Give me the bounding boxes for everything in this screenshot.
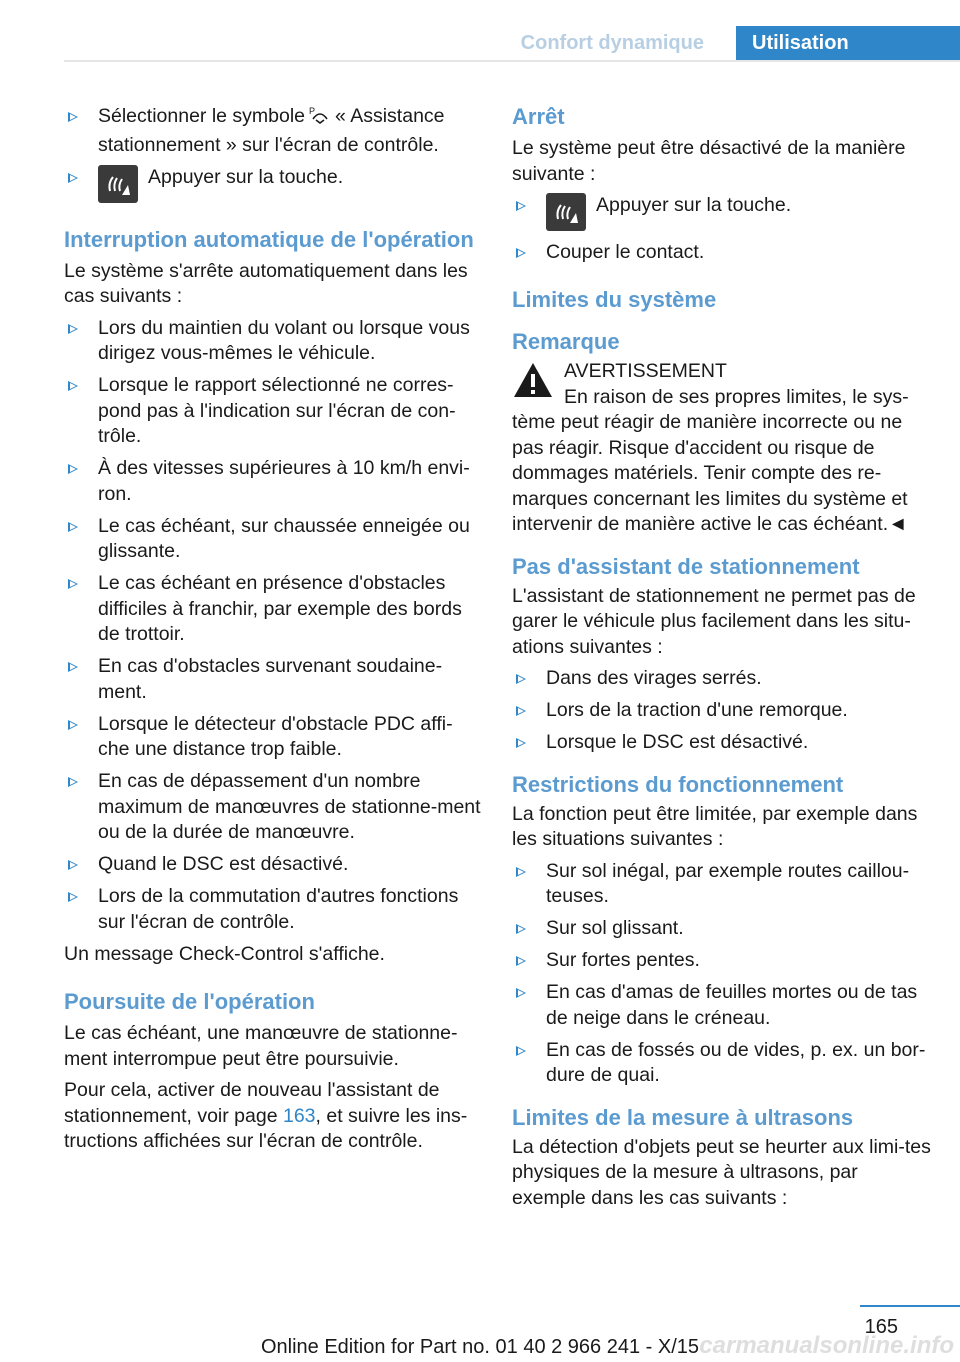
bullet-triangle-icon bbox=[516, 248, 526, 258]
list-item: Sur sol inégal, par exemple routes caillou‐teuses. bbox=[512, 859, 932, 910]
section-heading: Limites du système bbox=[512, 287, 717, 312]
list-item: Lorsque le détecteur d'obstacle PDC affi‐che une distance trop faible. bbox=[64, 712, 482, 763]
bullet-triangle-icon bbox=[68, 579, 78, 589]
page-link[interactable]: 163 bbox=[282, 1104, 316, 1127]
section-heading: Interruption automatique de l'opération bbox=[64, 226, 474, 252]
list-item: Dans des virages serrés. bbox=[512, 666, 932, 692]
paragraph: Un message Check-Control s'affiche. bbox=[64, 942, 385, 965]
list-item: Lors de la traction d'une remorque. bbox=[512, 698, 932, 724]
section-heading: Arrêt bbox=[512, 104, 565, 129]
header-rule bbox=[64, 60, 960, 62]
list-item: Sur fortes pentes. bbox=[512, 948, 932, 974]
paragraph: La détection d'objets peut se heurter aux limi‐tes physiques de la mesure à ultrasons, par exemple dans les cas suivants : bbox=[512, 1135, 931, 1209]
svg-text:P: P bbox=[309, 106, 316, 116]
edition-text: Online Edition for Part no. 01 40 2 966 241 - X/15 bbox=[260, 1336, 700, 1358]
page-header bbox=[0, 26, 960, 62]
page-number: 165 bbox=[864, 1316, 898, 1338]
warning-triangle-icon bbox=[512, 361, 554, 404]
park-assist-button-icon bbox=[546, 193, 586, 231]
bullet-triangle-icon bbox=[516, 738, 526, 748]
subsection-heading: Restrictions du fonctionnement bbox=[512, 771, 844, 797]
section-heading: Poursuite de l'opération bbox=[64, 989, 315, 1014]
park-assist-button-icon bbox=[98, 165, 138, 203]
list-item: Lorsque le rapport sélectionné ne corres‐pond pas à l'indication sur l'écran de con‐trôle. bbox=[64, 373, 482, 450]
subsection-heading: Remarque bbox=[512, 329, 620, 354]
list-item: Quand le DSC est désactivé. bbox=[64, 852, 482, 878]
bullet-triangle-icon bbox=[68, 777, 78, 787]
warning-label: AVERTISSEMENT bbox=[564, 360, 727, 382]
paragraph: Le cas échéant, une manœuvre de stationne‐ment interrompue peut être poursuivie. bbox=[64, 1022, 458, 1070]
list-item: Sur sol glissant. bbox=[512, 916, 932, 942]
watermark: carmanualsonline.info bbox=[699, 1332, 954, 1359]
list-item: Couper le contact. bbox=[512, 240, 932, 266]
list-item: En cas d'amas de feuilles mortes ou de tas de neige dans le créneau. bbox=[512, 980, 932, 1031]
parking-assistant-symbol-icon bbox=[309, 105, 331, 133]
bullet-triangle-icon bbox=[516, 1046, 526, 1056]
bullet-triangle-icon bbox=[68, 662, 78, 672]
paragraph: L'assistant de stationnement ne permet pas de garer le véhicule plus facilement dans les situ‐ations suivantes : bbox=[512, 584, 916, 658]
chapter-tab: Utilisation bbox=[736, 26, 960, 62]
list-item: Appuyer sur la touche. bbox=[512, 193, 932, 233]
step-list bbox=[64, 104, 482, 205]
bullet-triangle-icon bbox=[68, 173, 78, 183]
paragraph: Pour cela, activer de nouveau l'assistant de stationnement, voir page 163, et suivre les ins‐tructions affichées sur l'écran de contrôle. bbox=[64, 1079, 468, 1152]
list-item: Sélectionner le symbole P « Assistance stationnement » sur l'écran de contrôle. bbox=[64, 104, 482, 158]
bullet-triangle-icon bbox=[68, 381, 78, 391]
subsection-heading: Pas d'assistant de stationnement bbox=[512, 553, 860, 579]
bullet-triangle-icon bbox=[68, 112, 78, 122]
interruption-list bbox=[64, 316, 482, 936]
restrictions-list bbox=[512, 859, 932, 1089]
list-item: En cas d'obstacles survenant soudaine‐ment. bbox=[64, 654, 482, 705]
paragraph: La fonction peut être limitée, par exemple dans les situations suivantes : bbox=[512, 802, 918, 850]
bullet-triangle-icon bbox=[68, 860, 78, 870]
paragraph: Le système s'arrête automatiquement dans les cas suivants : bbox=[64, 259, 468, 307]
list-item: En cas de fossés ou de vides, p. ex. un bor‐dure de quai. bbox=[512, 1038, 932, 1089]
bullet-triangle-icon bbox=[68, 324, 78, 334]
warning-block bbox=[512, 359, 932, 385]
pas-assistant-list bbox=[512, 666, 932, 756]
bullet-triangle-icon bbox=[516, 674, 526, 684]
list-item: Lors de la commutation d'autres fonctions sur l'écran de contrôle. bbox=[64, 884, 482, 935]
bullet-triangle-icon bbox=[516, 956, 526, 966]
subsection-heading: Limites de la mesure à ultrasons bbox=[512, 1104, 854, 1130]
list-item: Lorsque le DSC est désactivé. bbox=[512, 730, 932, 756]
bullet-triangle-icon bbox=[516, 867, 526, 877]
bullet-triangle-icon bbox=[68, 892, 78, 902]
list-item: Le cas échéant, sur chaussée enneigée ou glissante. bbox=[64, 514, 482, 565]
bullet-triangle-icon bbox=[516, 201, 526, 211]
warning-text: En raison de ses propres limites, le sys‐tème peut réagir de manière incorrecte ou ne pas réagir. Risque d'accident ou risque de dommages matériels. Tenir compte des re‐marques concernant les limites du système et intervenir de manière active le cas échéant.◄ bbox=[512, 385, 909, 535]
bullet-triangle-icon bbox=[516, 706, 526, 716]
list-item: Appuyer sur la touche. bbox=[64, 165, 482, 205]
left-column bbox=[64, 104, 482, 1161]
paragraph: Le système peut être désactivé de la manière suivante : bbox=[512, 137, 906, 185]
list-item: Lors du maintien du volant ou lorsque vous dirigez vous-mêmes le véhicule. bbox=[64, 316, 482, 367]
bullet-triangle-icon bbox=[68, 522, 78, 532]
list-item: Le cas échéant en présence d'obstacles difficiles à franchir, par exemple des bords de trottoir. bbox=[64, 571, 482, 648]
bullet-triangle-icon bbox=[516, 988, 526, 998]
footer-rule bbox=[860, 1305, 960, 1307]
bullet-triangle-icon bbox=[516, 924, 526, 934]
list-item: En cas de dépassement d'un nombre maximum de manœuvres de stationne‐ment ou de la durée de manœuvre. bbox=[64, 769, 482, 846]
section-title: Confort dynamique bbox=[520, 32, 704, 54]
bullet-triangle-icon bbox=[68, 464, 78, 474]
right-column bbox=[512, 104, 932, 1217]
arret-list bbox=[512, 193, 932, 265]
bullet-triangle-icon bbox=[68, 720, 78, 730]
list-item: À des vitesses supérieures à 10 km/h envi‐ron. bbox=[64, 456, 482, 507]
